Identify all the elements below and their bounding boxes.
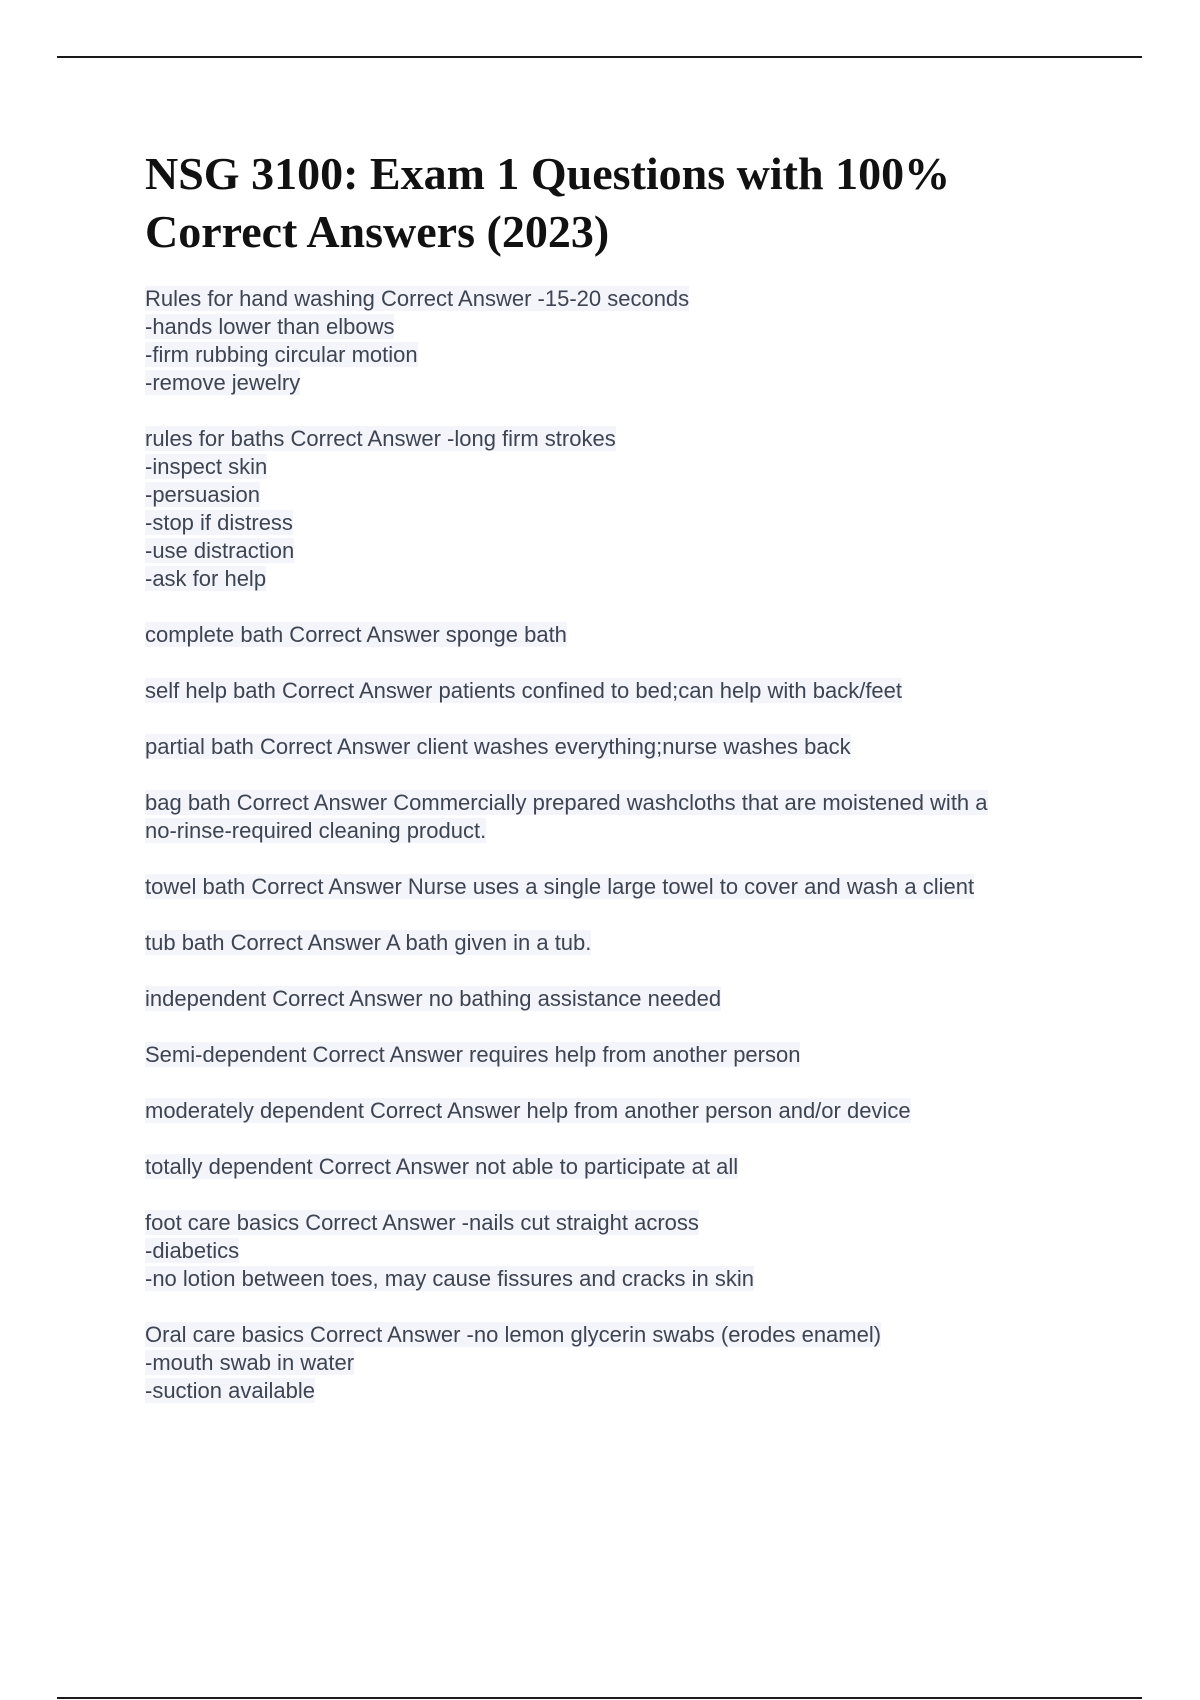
qa-line: -remove jewelry	[145, 370, 301, 395]
qa-oral-care-basics	[145, 1321, 1085, 1405]
qa-line: -inspect skin	[145, 454, 268, 479]
qa-foot-care-basics	[145, 1209, 1085, 1293]
document-content	[145, 145, 1085, 1433]
qa-line: partial bath Correct Answer client washes everything;nurse washes back	[145, 734, 851, 759]
document-title	[145, 145, 1085, 261]
qa-line: complete bath Correct Answer sponge bath	[145, 622, 567, 647]
qa-self-help-bath	[145, 677, 1085, 705]
qa-line: no-rinse-required cleaning product.	[145, 818, 487, 843]
qa-line: rules for baths Correct Answer -long firm strokes	[145, 426, 616, 451]
qa-complete-bath	[145, 621, 1085, 649]
qa-bag-bath	[145, 789, 1085, 845]
qa-line: -hands lower than elbows	[145, 314, 395, 339]
qa-line: -stop if distress	[145, 510, 293, 535]
qa-line: -ask for help	[145, 566, 267, 591]
bottom-rule	[57, 1697, 1142, 1699]
qa-line: totally dependent Correct Answer not able to participate at all	[145, 1154, 739, 1179]
qa-independent	[145, 985, 1085, 1013]
qa-rules-for-baths	[145, 425, 1085, 593]
qa-line: towel bath Correct Answer Nurse uses a single large towel to cover and wash a client	[145, 874, 975, 899]
qa-hand-washing	[145, 285, 1085, 397]
qa-line: bag bath Correct Answer Commercially prepared washcloths that are moistened with a	[145, 790, 988, 815]
qa-line: -persuasion	[145, 482, 260, 507]
title-line-2: Correct Answers (2023)	[145, 206, 610, 257]
qa-tub-bath	[145, 929, 1085, 957]
qa-line: independent Correct Answer no bathing assistance needed	[145, 986, 722, 1011]
title-line-1: NSG 3100: Exam 1 Questions with 100%	[145, 148, 951, 199]
qa-towel-bath	[145, 873, 1085, 901]
qa-line: Semi-dependent Correct Answer requires help from another person	[145, 1042, 801, 1067]
qa-partial-bath	[145, 733, 1085, 761]
qa-line: -firm rubbing circular motion	[145, 342, 418, 367]
qa-semi-dependent	[145, 1041, 1085, 1069]
qa-line: Rules for hand washing Correct Answer -15-20 seconds	[145, 286, 690, 311]
top-rule	[57, 56, 1142, 58]
qa-line: Oral care basics Correct Answer -no lemon glycerin swabs (erodes enamel)	[145, 1322, 882, 1347]
qa-totally-dependent	[145, 1153, 1085, 1181]
qa-line: moderately dependent Correct Answer help from another person and/or device	[145, 1098, 911, 1123]
qa-line: tub bath Correct Answer A bath given in a tub.	[145, 930, 592, 955]
qa-line: foot care basics Correct Answer -nails cut straight across	[145, 1210, 699, 1235]
qa-moderately-dependent	[145, 1097, 1085, 1125]
qa-line: -no lotion between toes, may cause fissures and cracks in skin	[145, 1266, 754, 1291]
qa-line: -use distraction	[145, 538, 295, 563]
qa-line: -suction available	[145, 1378, 315, 1403]
qa-line: self help bath Correct Answer patients confined to bed;can help with back/feet	[145, 678, 903, 703]
qa-line: -mouth swab in water	[145, 1350, 355, 1375]
qa-line: -diabetics	[145, 1238, 240, 1263]
